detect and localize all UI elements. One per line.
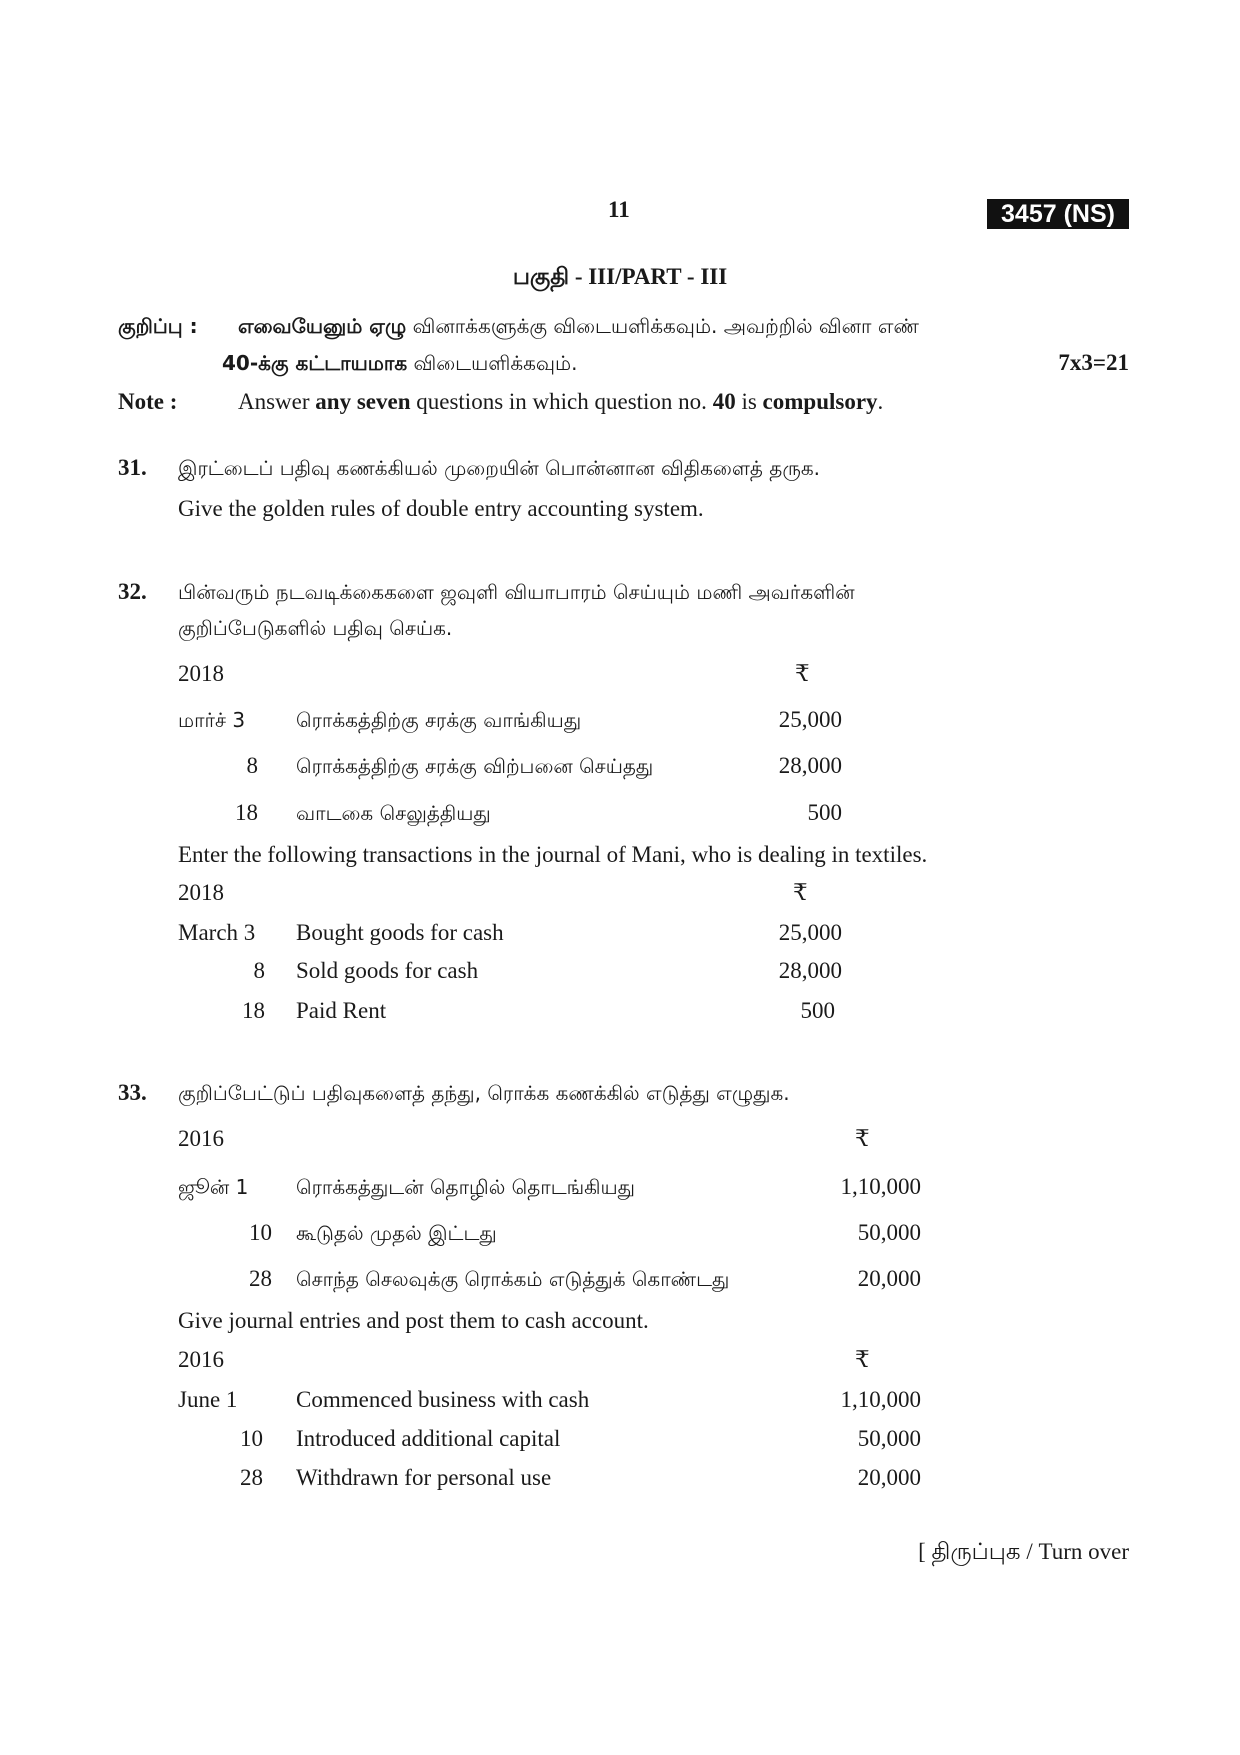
txn-date: March 3 bbox=[178, 920, 256, 945]
txn-amount: 500 bbox=[800, 998, 835, 1023]
txn-desc: ரொக்கத்திற்கு சரக்கு வாங்கியது bbox=[296, 708, 582, 732]
page-number: 11 bbox=[608, 197, 630, 222]
txn-desc: ரொக்கத்திற்கு சரக்கு விற்பனை செய்தது bbox=[296, 754, 654, 778]
txn-amount: 50,000 bbox=[857, 1426, 921, 1451]
year: 2016 bbox=[178, 1126, 224, 1151]
txn-date: 18 bbox=[242, 998, 265, 1023]
txn-date: 8 bbox=[253, 958, 265, 983]
tamil-note-line2 bbox=[222, 349, 578, 377]
rupee-symbol: ₹ bbox=[855, 1126, 870, 1151]
year: 2018 bbox=[178, 880, 224, 905]
question-number: 32. bbox=[118, 579, 147, 604]
txn-amount: 25,000 bbox=[778, 920, 842, 945]
txn-date: 18 bbox=[235, 800, 258, 825]
question-33-english: Give journal entries and post them to cash account. bbox=[178, 1308, 649, 1333]
paper-code-badge: 3457 (NS) bbox=[987, 199, 1129, 229]
txn-date: 10 bbox=[249, 1220, 272, 1245]
question-32-english: Enter the following transactions in the journal of Mani, who is dealing in textiles. bbox=[178, 842, 928, 867]
question-32-tamil-line1: பின்வரும் நடவடிக்கைகளை ஜவுளி வியாபாரம் செய்யும் மணி அவர்களின் bbox=[178, 580, 855, 604]
note-label: Note : bbox=[118, 389, 178, 414]
question-number: 33. bbox=[118, 1080, 147, 1105]
txn-desc: Commenced business with cash bbox=[296, 1387, 590, 1412]
txn-desc: கூடுதல் முதல் இட்டது bbox=[296, 1221, 497, 1245]
txn-date: June 1 bbox=[178, 1387, 238, 1412]
txn-date: 10 bbox=[240, 1426, 263, 1451]
question-32-tamil-line2: குறிப்பேடுகளில் பதிவு செய்க. bbox=[178, 616, 453, 640]
txn-amount: 20,000 bbox=[857, 1266, 921, 1291]
txn-date: 28 bbox=[240, 1465, 263, 1490]
question-31-tamil: இரட்டைப் பதிவு கணக்கியல் முறையின் பொன்னான விதிகளைத் தருக. bbox=[178, 456, 821, 480]
year: 2016 bbox=[178, 1347, 224, 1372]
txn-date: மார்ச் 3 bbox=[178, 708, 246, 732]
tamil-note-line1 bbox=[238, 312, 919, 340]
txn-amount: 1,10,000 bbox=[840, 1387, 921, 1412]
tamil-note-bold: எவையேனும் ஏழு bbox=[238, 314, 407, 338]
rupee-symbol: ₹ bbox=[793, 880, 808, 905]
txn-desc: Withdrawn for personal use bbox=[296, 1465, 552, 1490]
txn-amount: 28,000 bbox=[778, 958, 842, 983]
txn-desc: ரொக்கத்துடன் தொழில் தொடங்கியது bbox=[296, 1175, 636, 1199]
txn-amount: 20,000 bbox=[857, 1465, 921, 1490]
marks-allocation: 7x3=21 bbox=[1058, 350, 1129, 375]
txn-desc: Introduced additional capital bbox=[296, 1426, 561, 1451]
question-31-english: Give the golden rules of double entry accounting system. bbox=[178, 496, 704, 521]
txn-amount: 1,10,000 bbox=[840, 1174, 921, 1199]
txn-amount: 25,000 bbox=[778, 707, 842, 732]
rupee-symbol: ₹ bbox=[795, 661, 810, 686]
tamil-note-bold: 40-க்கு கட்டாயமாக bbox=[222, 351, 408, 375]
txn-desc: Sold goods for cash bbox=[296, 958, 479, 983]
txn-date: 28 bbox=[249, 1266, 272, 1291]
txn-desc: வாடகை செலுத்தியது bbox=[296, 801, 491, 825]
tamil-note-text: விடையளிக்கவும். bbox=[413, 351, 578, 375]
rupee-symbol: ₹ bbox=[855, 1347, 870, 1372]
txn-desc: சொந்த செலவுக்கு ரொக்கம் எடுத்துக் கொண்டது bbox=[296, 1267, 730, 1291]
turn-over-note: [ திருப்புக / Turn over bbox=[918, 1539, 1129, 1564]
txn-desc: Bought goods for cash bbox=[296, 920, 504, 945]
txn-amount: 500 bbox=[807, 800, 842, 825]
note-text: Answer any seven questions in which question no. 40 is compulsory. bbox=[238, 389, 884, 414]
tamil-note-label: குறிப்பு : bbox=[118, 314, 198, 338]
year: 2018 bbox=[178, 661, 224, 686]
txn-date: 8 bbox=[246, 753, 258, 778]
question-number: 31. bbox=[118, 455, 147, 480]
txn-amount: 28,000 bbox=[778, 753, 842, 778]
txn-desc: Paid Rent bbox=[296, 998, 387, 1023]
part-title: பகுதி - III/PART - III bbox=[512, 264, 728, 289]
tamil-note-text: வினாக்களுக்கு விடையளிக்கவும். அவற்றில் வினா எண் bbox=[412, 314, 919, 338]
txn-date: ஜூன் 1 bbox=[178, 1175, 249, 1199]
txn-amount: 50,000 bbox=[857, 1220, 921, 1245]
question-33-tamil: குறிப்பேட்டுப் பதிவுகளைத் தந்து, ரொக்க கணக்கில் எடுத்து எழுதுக. bbox=[178, 1081, 790, 1105]
